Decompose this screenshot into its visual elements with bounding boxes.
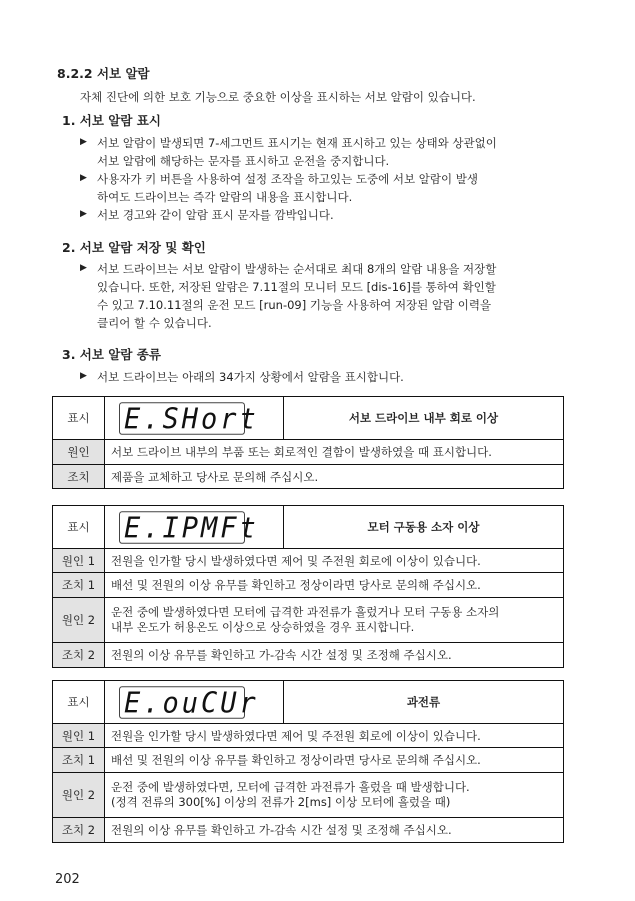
row-label: 조치 1 <box>53 748 105 773</box>
display-label: 표시 <box>53 397 105 440</box>
row-text: 서보 드라이브 내부의 부품 또는 회로적인 결함이 발생하였을 때 표시합니다. <box>105 440 564 465</box>
row-label: 조치 2 <box>53 643 105 668</box>
bullet-text: 있습니다. 또한, 저장된 알람은 7.11절의 모니터 모드 [dis-16]를 통하여 확인할 <box>97 280 496 294</box>
row-label: 원인 2 <box>53 598 105 643</box>
row-label: 원인 1 <box>53 724 105 748</box>
seven-segment-display: E.ouCUr <box>119 686 245 719</box>
row-label: 조치 2 <box>53 818 105 843</box>
row-label: 조치 1 <box>53 573 105 598</box>
alarm-table-eipmft <box>52 505 564 668</box>
bullet-text: 하여도 드라이브는 즉각 알람의 내용을 표시합니다. <box>97 190 353 204</box>
bullet-arrow-icon: ▶ <box>80 137 87 147</box>
bullet-text: 서보 경고와 같이 알람 표시 문자를 깜박입니다. <box>97 208 334 222</box>
display-label: 표시 <box>53 681 105 724</box>
row-text-line: 운전 중에 발생하였다면, 모터에 급격한 과전류가 흘렀을 때 발생합니다. <box>111 780 470 794</box>
bullet-arrow-icon: ▶ <box>80 173 87 183</box>
row-text <box>105 598 564 643</box>
section-title: 8.2.2 서보 알람 <box>57 66 150 81</box>
row-label: 원인 2 <box>53 773 105 818</box>
bullet-text: 서보 알람이 발생되면 7-세그먼트 표시기는 현재 표시하고 있는 상태와 상관없이 <box>97 136 497 150</box>
row-label: 원인 <box>53 440 105 465</box>
row-text: 전원을 인가할 당시 발생하였다면 제어 및 주전원 회로에 이상이 있습니다. <box>105 549 564 573</box>
alarm-name: 모터 구동용 소자 이상 <box>284 506 564 549</box>
alarm-name: 과전류 <box>284 681 564 724</box>
bullet-text: 서보 드라이브는 아래의 34가지 상황에서 알람을 표시합니다. <box>97 370 404 384</box>
alarm-table-eshort <box>52 396 564 489</box>
bullet-text: 클리어 할 수 있습니다. <box>97 316 212 330</box>
row-text: 배선 및 전원의 이상 유무를 확인하고 정상이라면 당사로 문의해 주십시오. <box>105 573 564 598</box>
subsection-heading: 2. 서보 알람 저장 및 확인 <box>62 240 206 255</box>
bullet-text: 사용자가 키 버튼을 사용하여 설정 조작을 하고있는 도중에 서보 알람이 발생 <box>97 172 478 186</box>
seven-segment-display: E.SHort <box>119 402 245 435</box>
page-number: 202 <box>55 872 80 887</box>
alarm-name: 서보 드라이브 내부 회로 이상 <box>284 397 564 440</box>
row-label: 원인 1 <box>53 549 105 573</box>
bullet-arrow-icon: ▶ <box>80 371 87 381</box>
row-text-line: 내부 온도가 허용온도 이상으로 상승하였을 경우 표시합니다. <box>111 620 415 634</box>
bullet-text: 서보 드라이브는 서보 알람이 발생하는 순서대로 최대 8개의 알람 내용을 저장할 <box>97 262 497 276</box>
row-text: 제품을 교체하고 당사로 문의해 주십시오. <box>105 465 564 489</box>
bullet-text: 서보 알람에 해당하는 문자를 표시하고 운전을 중지합니다. <box>97 154 390 168</box>
row-text-line: 운전 중에 발생하였다면 모터에 급격한 과전류가 흘렀거나 모터 구동용 소자의 <box>111 605 500 619</box>
row-label: 조치 <box>53 465 105 489</box>
row-text: 전원의 이상 유무를 확인하고 가-감속 시간 설정 및 조정해 주십시오. <box>105 818 564 843</box>
display-label: 표시 <box>53 506 105 549</box>
seven-segment-display: E.IPMFt <box>119 511 245 544</box>
bullet-arrow-icon: ▶ <box>80 263 87 273</box>
subsection-heading: 3. 서보 알람 종류 <box>62 347 161 362</box>
row-text: 전원의 이상 유무를 확인하고 가-감속 시간 설정 및 조정해 주십시오. <box>105 643 564 668</box>
alarm-table-eoucur <box>52 680 564 843</box>
bullet-arrow-icon: ▶ <box>80 209 87 219</box>
row-text <box>105 773 564 818</box>
row-text: 전원을 인가할 당시 발생하였다면 제어 및 주전원 회로에 이상이 있습니다. <box>105 724 564 748</box>
subsection-heading: 1. 서보 알람 표시 <box>62 113 161 128</box>
bullet-text: 수 있고 7.10.11절의 운전 모드 [run-09] 기능을 사용하여 저장된 알람 이력을 <box>97 298 492 312</box>
section-intro: 자체 진단에 의한 보호 기능으로 중요한 이상을 표시하는 서보 알람이 있습니다. <box>80 90 476 104</box>
row-text: 배선 및 전원의 이상 유무를 확인하고 정상이라면 당사로 문의해 주십시오. <box>105 748 564 773</box>
row-text-line: (정격 전류의 300[%] 이상의 전류가 2[ms] 이상 모터에 흘렀을 때) <box>111 795 451 809</box>
